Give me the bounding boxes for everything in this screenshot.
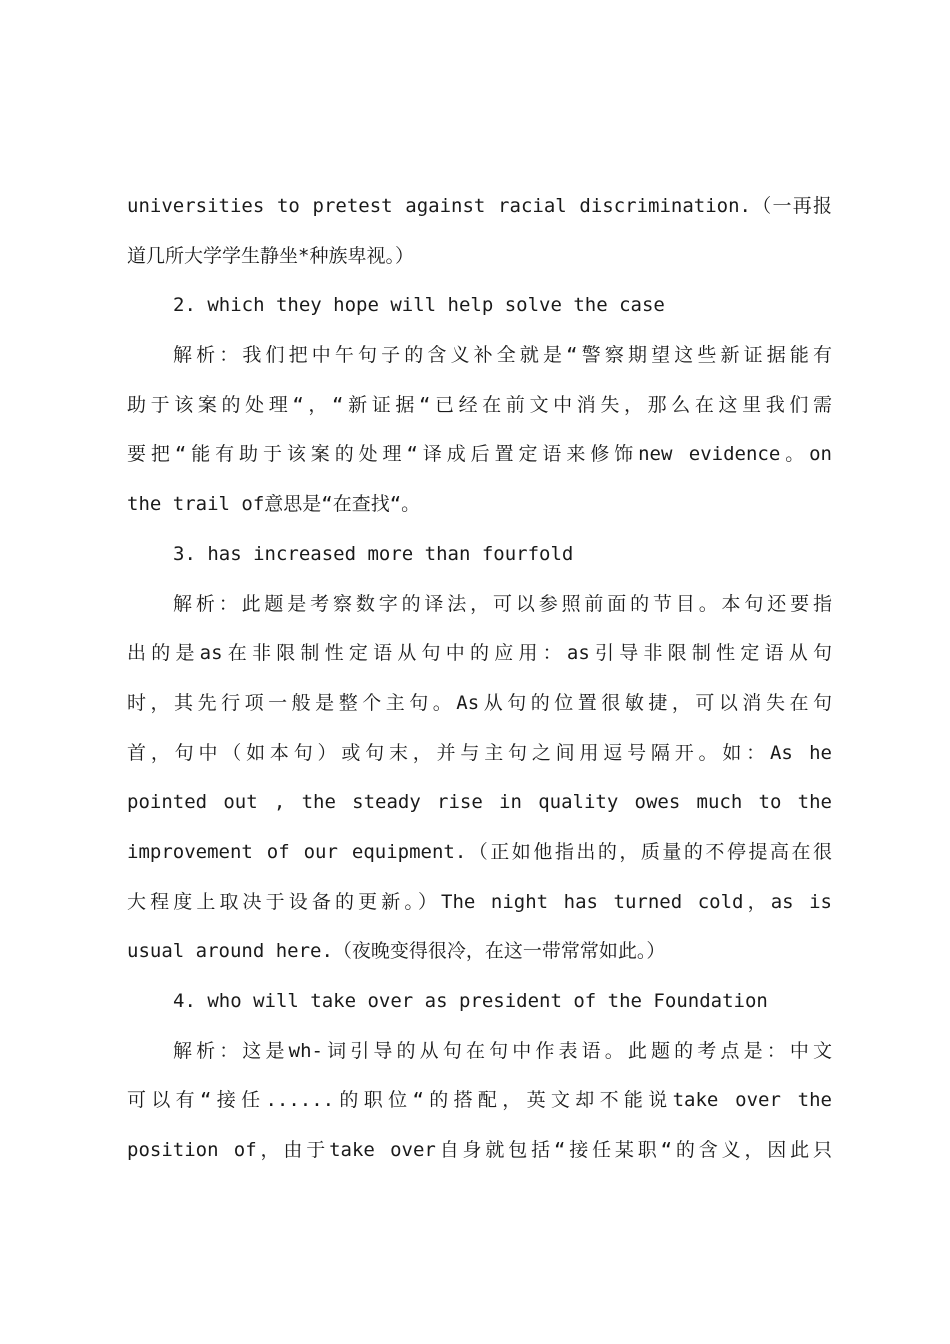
text-line: position of，由于take over自身就包括“接任某职“的含义，因此只 <box>127 1139 832 1162</box>
document-body <box>127 182 832 1176</box>
answer-heading: 4. who will take over as president of the Foundation <box>173 990 768 1012</box>
text-line: 首，句中（如本句）或句末，并与主句之间用逗号隔开。如：As he <box>127 741 832 764</box>
text-line: 可以有“接任......的职位“的搭配，英文却不能说take over the <box>127 1089 832 1112</box>
analysis-line: 解析：这是wh-词引导的从句在句中作表语。此题的考点是：中文 <box>173 1039 832 1062</box>
text-line: improvement of our equipment.（正如他指出的，质量的不停提高在很 <box>127 840 832 863</box>
text-line: universities to pretest against racial discrimination.（一再报 <box>127 195 832 217</box>
answer-heading: 2. which they hope will help solve the case <box>173 294 665 317</box>
analysis-line: 解析：此题是考察数字的译法，可以参照前面的节目。本句还要指 <box>173 592 832 615</box>
text-line: 道几所大学学生静坐*种族卑视。） <box>127 244 414 267</box>
answer-heading: 3. has increased more than fourfold <box>173 542 574 565</box>
text-line: 时，其先行项一般是整个主句。As从句的位置很敏捷，可以消失在句 <box>127 691 832 714</box>
text-line: 要把“能有助于该案的处理“译成后置定语来修饰new evidence。on <box>127 443 832 466</box>
text-line: usual around here.（夜晚变得很冷，在这一带常常如此。） <box>127 940 666 963</box>
text-line: 助于该案的处理“，“新证据“已经在前文中消失，那么在这里我们需 <box>127 393 832 416</box>
analysis-line: 解析：我们把中午句子的含义补全就是“警察期望这些新证据能有 <box>173 344 832 367</box>
text-line: the trail of意思是“在查找“。 <box>127 493 421 516</box>
text-line: 大程度上取决于设备的更新。）The night has turned cold，as is <box>127 890 832 913</box>
text-line: pointed out , the steady rise in quality owes much to the <box>127 791 832 814</box>
text-line: 出的是as在非限制性定语从句中的应用：as引导非限制性定语从句 <box>127 642 832 665</box>
